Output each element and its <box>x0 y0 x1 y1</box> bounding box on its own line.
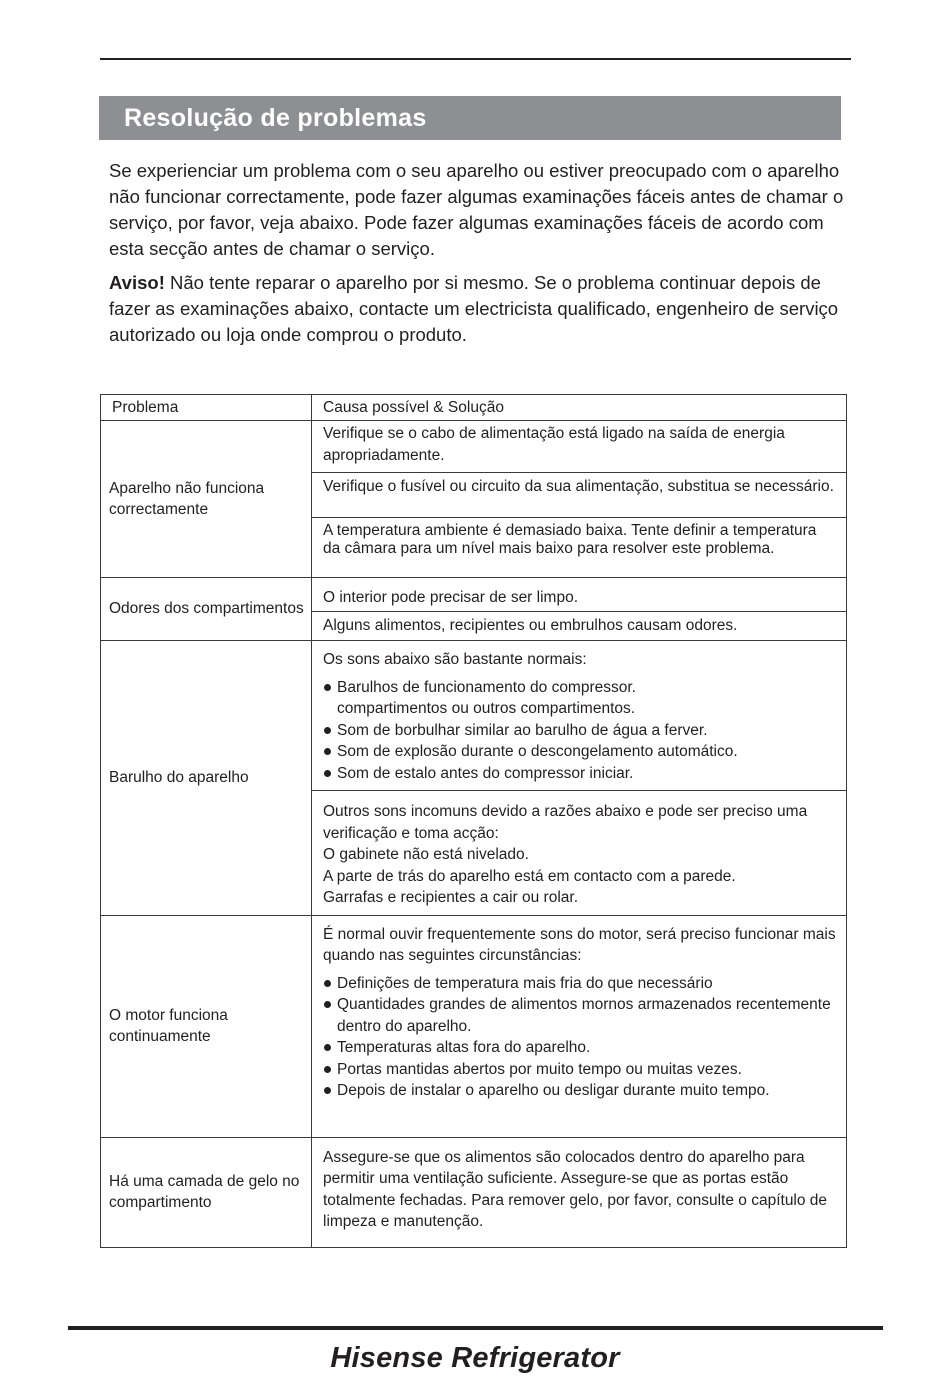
cause-cell: Verifique o fusível ou circuito da sua alimentação, substitua se necessário. <box>312 473 847 518</box>
table-row <box>101 915 847 1137</box>
header-problem: Problema <box>101 395 312 421</box>
list-item: Depois de instalar o aparelho ou desligar durante muito tempo. <box>323 1080 836 1102</box>
other-sounds-intro: Outros sons incomuns devido a razões abaixo e pode ser preciso uma verificação e toma acção: <box>323 803 808 842</box>
top-divider <box>100 58 851 60</box>
cause-cell-ice: Assegure-se que os alimentos são colocados dentro do aparelho para permitir uma ventilação suficiente. Assegure-se que as portas estão totalmente fechadas. Para remover gelo, por favor, consulte o capítulo de limpeza e manutenção. <box>312 1137 847 1247</box>
header-cause: Causa possível & Solução <box>312 395 847 421</box>
motor-intro: É normal ouvir frequentemente sons do motor, será preciso funcionar mais quando nas seguintes circunstâncias: <box>323 925 836 964</box>
warning-paragraph <box>109 270 849 348</box>
warning-label: Aviso! <box>109 272 165 293</box>
section-title: Resolução de problemas <box>124 104 427 132</box>
table-header-row <box>101 395 847 421</box>
table-row <box>101 641 847 791</box>
list-item: Som de explosão durante o descongelamento automático. <box>323 741 836 763</box>
list-item: Quantidades grandes de alimentos mornos armazenados recentemente dentro do aparelho. <box>323 994 836 1037</box>
cause-cell: O interior pode precisar de ser limpo. <box>312 578 847 612</box>
list-item: Garrafas e recipientes a cair ou rolar. <box>323 889 579 906</box>
cause-cell: Verifique se o cabo de alimentação está ligado na saída de energia apropriadamente. <box>312 421 847 473</box>
bottom-divider <box>68 1326 883 1330</box>
list-item: Temperaturas altas fora do aparelho. <box>323 1037 836 1059</box>
list-item: A parte de trás do aparelho está em contacto com a parede. <box>323 867 736 885</box>
troubleshooting-table <box>100 394 847 1248</box>
problem-motor: O motor funciona continuamente <box>101 915 312 1137</box>
cause-cell-normal-sounds <box>312 641 847 791</box>
table-row <box>101 578 847 612</box>
cause-cell-motor <box>312 915 847 1137</box>
cause-cell: Alguns alimentos, recipientes ou embrulhos causam odores. <box>312 612 847 641</box>
list-item: Portas mantidas abertos por muito tempo ou muitas vezes. <box>323 1059 836 1081</box>
table-row <box>101 421 847 473</box>
problem-ice: Há uma camada de gelo no compartimento <box>101 1137 312 1247</box>
list-item: Definições de temperatura mais fria do que necessário <box>323 973 836 995</box>
table-row <box>101 1137 847 1247</box>
list-item-continuation: compartimentos ou outros compartimentos. <box>337 700 636 717</box>
problem-odors: Odores dos compartimentos <box>101 578 312 641</box>
warning-text: Não tente reparar o aparelho por si mesmo. Se o problema continuar depois de fazer as examinações abaixo, contacte um electricista qualificado, engenheiro de serviço autorizado ou loja onde comprou o produto. <box>109 272 839 345</box>
list-item: Som de estalo antes do compressor iniciar. <box>323 763 836 785</box>
problem-noise: Barulho do aparelho <box>101 641 312 916</box>
intro-paragraph: Se experienciar um problema com o seu aparelho ou estiver preocupado com o aparelho não funcionar correctamente, pode fazer algumas examinações fáceis antes de chamar o serviço, por favor, veja abaixo. Pode fazer algumas examinações fáceis de acordo com esta secção antes de chamar o serviço. <box>109 160 844 259</box>
list-item: Barulhos de funcionamento do compressor. <box>323 677 836 699</box>
normal-sounds-intro: Os sons abaixo são bastante normais: <box>323 651 587 668</box>
cause-cell-other-sounds <box>312 791 847 916</box>
problem-not-working: Aparelho não funciona correctamente <box>101 421 312 578</box>
list-item: O gabinete não está nivelado. <box>323 846 529 863</box>
list-item: Som de borbulhar similar ao barulho de água a ferver. <box>323 720 836 742</box>
cause-cell: A temperatura ambiente é demasiado baixa. Tente definir a temperatura da câmara para um nível mais baixo para resolver este problema. <box>312 518 847 578</box>
brand-logo: Hisense Refrigerator <box>330 1342 620 1374</box>
section-header <box>99 96 841 140</box>
